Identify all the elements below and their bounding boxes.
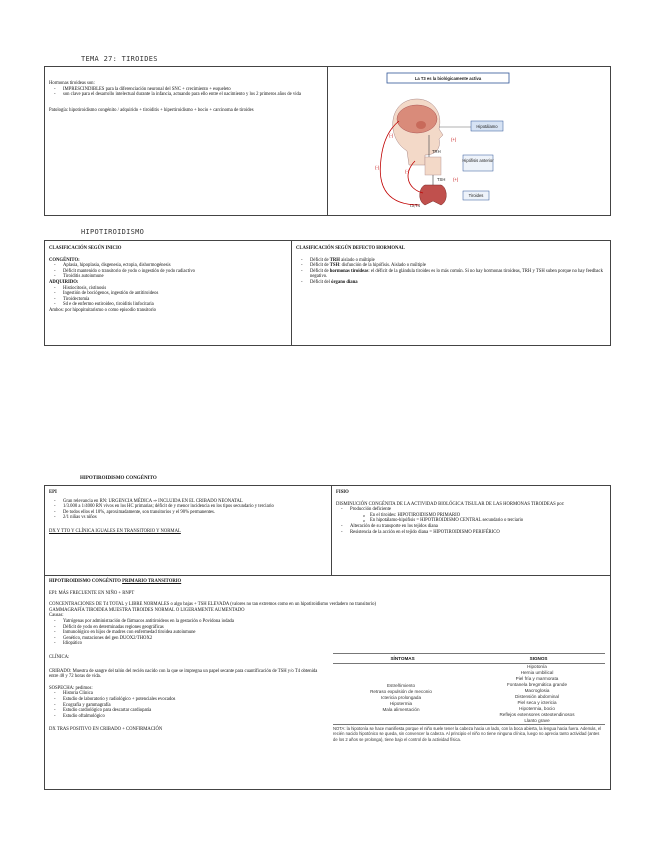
trh-label: TRH [432,149,441,154]
hormones-item: - IMPRESCINDIBLES para la diferenciación neuronal del SNC + crecimiento + esqueleto [63,87,321,93]
table-cell: Ictericia prolongada [380,695,422,700]
list-item: - Tiroidectomía [63,297,287,303]
table-cell: Reflejos extensores osteotendinosos [499,712,575,717]
hipofisis-label: Hipófisis anterior [462,158,494,163]
defect-title: CLASIFICACIÓN SEGÚN DEFECTO HORMONAL [296,246,405,251]
hormones-block [49,81,321,113]
fisio-intro: DISMINUCIÓN CONGÉNITA DE LA ACTIVIDAD BIOLÓGICA TISULAR DE LAS HORMONAS TIROIDEAS por: [336,501,565,507]
list-item: - Tiroiditis autoinmune [63,274,287,280]
fisio-sublist [350,513,606,524]
list-item: - Gran relevancia en RN: URGENCIA MÉDICA ⇒ INCLUIDA EN EL CRIBADO NEONATAL [63,499,327,505]
list-item: - Idiopático [63,641,353,647]
hormones-item: - son clave para el desarrollo intelectual durante la infancia, actuando para ello entre el nacimiento y los 2 primeros años de vida [63,92,321,98]
table-note: NOTA: la hipotonía se hace manifiesta porque el niño suele tener la cabeza hacia un lado, con la boca abierta, la lengua hacia fuera. Además, el recién nacido hipotónico se queda, sin convencer la cabeza. Al principio el niño no tiene ninguna clínica, luego no aprecia tanto actividad (antes de los 2 años se prolonga), tiene bajo el control de la actividad física. [333,726,602,742]
list-item: - Resistencia de la acción en el tejido diana = HIPOTIROIDISMO PERIFÉRICO [350,530,606,536]
sospecha-label: SOSPECHA: pedimos: [49,685,93,691]
cribado-text: CRIBADO: Muestra de sangre del talón del recién nacido con la que se impregna un papel secante para cuantificación de TSH y/o T4 obtenida entre 48 y 72 horas de vida. [49,668,318,680]
plus-label: (+) [451,137,457,142]
column-divider [331,486,332,575]
adquirido-label: ADQUIRIDO: [49,279,79,285]
table-cell: Distensión abdominal [515,694,559,699]
list-item: - Yatrógenas por administración de fármacos antitiroideos en la gestación o Povidona iodada [63,619,353,625]
fisio-list [336,507,606,535]
section-heading-tiroides: TEMA 27: TIROIDES [81,55,158,63]
fisio-block [336,490,606,535]
table-cell: Hipotermia [389,701,413,706]
list-item: - Historia Clínica [63,691,605,697]
table-cell: Hernia umbilical [520,670,554,675]
hipotalamo-label: Hipotálamo [476,124,498,129]
pathology-text: Patología: hipotiroidismo congénito / adquirido + tiroiditis + hipertiroidismo + bocio + carcinoma de tiroides [49,107,254,113]
transitorio-title: HIPOTIROIDISMO CONGÉNITO PRIMARIO TRANSITORIO [49,579,182,584]
list-item: - Sd e de enfermo eutiroideo, tiroiditis linfocitaria [63,302,287,308]
congenital-table [44,485,611,790]
list-item: - Déficit del órgano diana [310,280,606,286]
table-cell: Hipotermia, bocio [519,706,555,711]
section-heading-hipotiroidismo: HIPOTIROIDISMO [81,228,145,236]
list-item: o En hipotálamo-hipófisis = HIPOTIROIDISMO CENTRAL secundario o terciario [370,518,606,524]
list-item: - Inmunológico en hijos de madres con enfermedad tiroidea autoinmune [63,630,353,636]
list-item: - Histiocitosis, cistinosis [63,286,287,292]
dx-text: DX TRAS POSITIVO EN CRIBADO + CONFIRMACIÓN [49,727,163,733]
table-cell: Hipotonía [527,664,547,669]
pituitary-shape [425,157,441,175]
tsh-label: TSH [437,177,446,182]
epi-footer: DX Y TTO Y CLÍNICA IGUALES EN TRANSITORIO Y NORMAL [49,528,181,534]
intro-table [44,66,611,216]
clinica-label: CLÍNICA: [49,654,70,660]
list-item: o En el tiroides: HIPOTIROIDISMO PRIMARIO [370,513,606,519]
list-item: - De todos ellos el 10%, aproximadamente, son transitorios y el 90% permanentes. [63,510,327,516]
congenito-list [49,263,287,280]
list-item: - 1/3.000 a 1/4000 RN vivos en los HC primarias; déficit de y menor incidencia en los tipos secundario y terciario [63,504,327,510]
table-cell: Macroglosia [524,688,550,693]
table-cell: Retraso expulsión de meconio [370,689,432,694]
hypothalamus-shape [416,121,426,129]
epi-block [49,490,327,535]
plus-label: (+) [453,177,459,182]
congenito-label: CONGÉNITO: [49,257,80,263]
table-rule [333,724,605,725]
causas-label: Causas: [49,613,64,619]
thyroid-gland-shape [420,185,447,205]
hormones-intro: Hormonas tiroideas son: [49,81,95,86]
section-heading-congenito: HIPOTIROIDISMO CONGÉNITO [80,476,157,481]
table-cell: Llanto grave [524,718,550,723]
table-cell: Fontanela bregmática grande [506,682,567,687]
list-item: - Déficit de yodo en determinadas regiones geográficas [63,625,353,631]
diagram-title: La T3 es la biológicamente activa [414,76,482,81]
list-item: - Déficit de TSH: disfunción de la hipófisis. Aislado o múltiple [310,263,606,269]
fisio-title: FISIO [336,490,349,495]
table-body [333,664,605,724]
classification-by-defect [296,246,606,286]
signos-header: SIGNOS [529,656,548,661]
thyroid-axis-diagram [329,69,610,215]
table-cell: Piel fría y marmorata [515,676,559,681]
list-item: - Ecografía y gammagrafía [63,703,605,709]
list-item: - Déficit de TRH aislado o múltiple [310,258,606,264]
column-divider [327,67,328,215]
epi-title: EPI [49,490,57,495]
gammagrafia-text: GAMMAGRAFÍA TIROIDEA MUESTRA TIROIDES NORMAL O LIGERAMENTE AUMENTADO [49,607,245,613]
brain-shape [397,105,437,133]
list-item: - Alteración de su transporte en los tejidos diana [350,524,606,530]
table-cell: Mala alimentación [382,707,420,712]
tiroides-label: Tiroides [468,193,484,198]
defect-list [296,258,606,286]
list-item: - Estudio de laboratorio y radiológico + potenciales evocados [63,697,605,703]
symptoms-signs-table [333,653,605,742]
table-header [333,654,605,663]
table-cell: Piel seca y ictericia [517,700,557,705]
sintomas-header: SÍNTOMAS [390,656,415,661]
minus-label: (-) [389,133,394,138]
t3t4-label: T3,T4 [409,203,420,208]
epi-list [49,499,327,521]
list-item: - Estudio cardiológico para descartar cardiopatía [63,708,605,714]
row-divider [45,575,610,576]
concentraciones-text: CONCENTRACIONES DE T4 TOTAL y LIBRE NORMALES o algo bajas + TSH ELEVADA (valores no tan extremos como en un hipotiroidismo verdadero no transitorio) [49,602,377,608]
list-item: - Déficit mantenido o transitorio de yodo o ingestión de yodo radiactivo [63,269,287,275]
ambos-text: Ambos: por hipopituitarismo o como episodio transitorio [49,307,157,313]
list-item: - Déficit de hormonas tiroideas: el déficit de la glándula tiroides es lo más común. Si no hay hormonas tiroideas, TRH y TSH suben porque no hay feedback negativo. [310,269,606,280]
list-item: - Estudio oftalmológico [63,714,605,720]
signos-column [469,664,605,724]
onset-title: CLASIFICACIÓN SEGÚN INICIO [49,246,122,251]
list-item: - Genético, mutaciones del gen DUOX2/THOX2 [63,636,353,642]
column-divider [291,241,292,345]
list-item: - Aplasia, hipoplasia, disgenesia, ectopia, dishormogénesis [63,263,287,269]
adquirido-list [49,286,287,308]
short-feedback-loop [408,161,423,193]
sintomas-column [333,664,469,724]
hormones-list [49,87,321,98]
table-cell: Estreñimiento [386,683,416,688]
minus-label: (-) [405,169,410,174]
list-item: - 2/1 niñas vs niños [63,515,327,521]
causas-list [49,619,353,647]
minus-label: (-) [375,165,380,170]
transitorio-epi: EPI: MÁS FRECUENTE EN NIÑO + RNPT [49,590,135,596]
classification-by-onset [49,246,287,314]
list-item: - Ingestión de bociógenos, ingestión de antitiroideos [63,291,287,297]
list-item: - Producción deficiente o En el tiroides: HIPOTIROIDISMO PRIMARIO o En hipotálamo-hipófisis = HIPOTIROIDISMO CENTRAL secundario o terciario [350,507,606,524]
classification-table [44,240,611,346]
